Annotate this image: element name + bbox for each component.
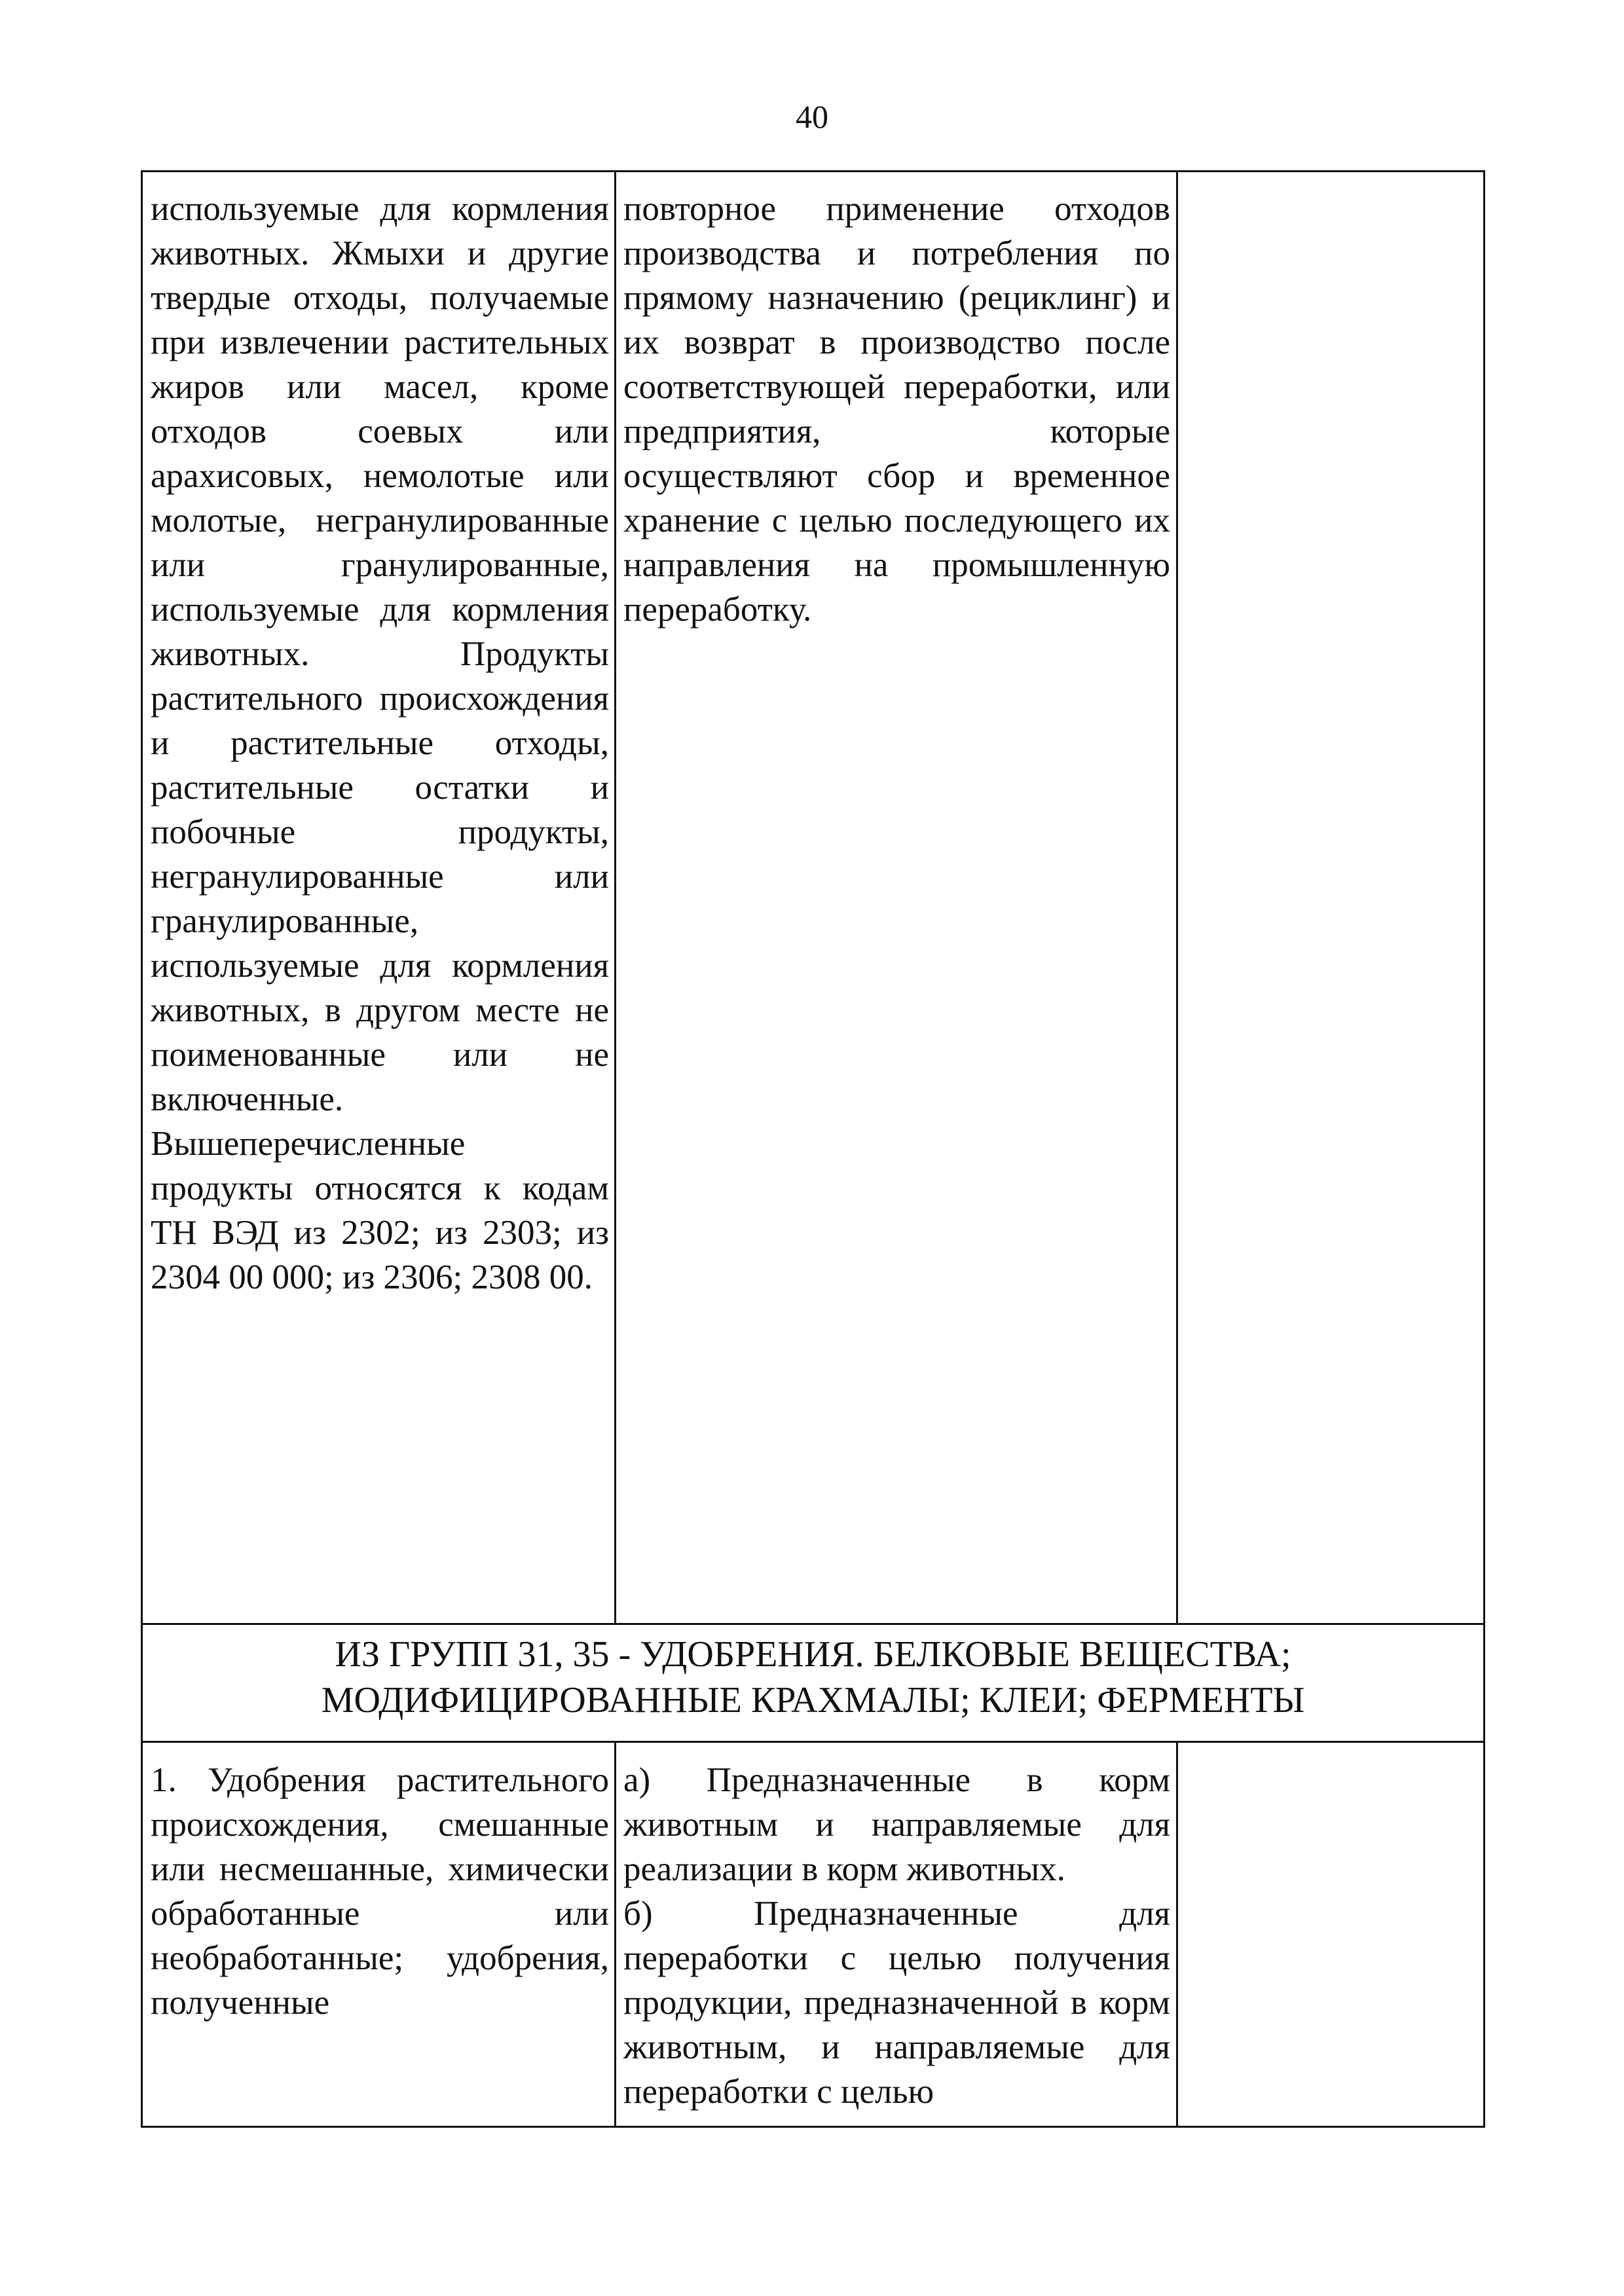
page-number: 40 [796,98,828,135]
column-divider-1-lower [614,1741,616,2128]
section-heading [143,1631,1483,1723]
section-bottom-border [141,1741,1485,1743]
purpose-item-b: б) Предназначенные для переработки с целью получения продукции, предназначенной в корм животным, и направляемые для переработки с целью [623,1895,1170,2111]
section-heading-line-2: МОДИФИЦИРОВАННЫЕ КРАХМАЛЫ; КЛЕИ; ФЕРМЕНТЫ [321,1680,1305,1721]
lower-row-purpose-list [623,1758,1170,2114]
section-top-border [141,1623,1485,1625]
column-divider-1-upper [614,170,616,1625]
section-heading-line-1: ИЗ ГРУПП 31, 35 - УДОБРЕНИЯ. БЕЛКОВЫЕ ВЕЩЕСТВА; [335,1634,1291,1675]
column-divider-2-upper [1176,170,1178,1625]
column-divider-2-lower [1176,1741,1178,2128]
upper-row-product-description: используемые для кормления животных. Жмыхи и другие твердые отходы, получаемые при извлечении растительных жиров или масел, кроме отходов соевых или арахисовых, немолотые или молотые, негранулированные или гранулированные, используемые для кормления животных. Продукты растительного происхождения и растительные отходы, растительные остатки и побочные продукты, негранулированные или гранулированные, используемые для кормления животных, в другом месте не поименованные или не включенные. Вышеперечисленные продукты относятся к кодам ТН ВЭД из 2302; из 2303; из 2304 00 000; из 2306; 2308 00. [151,190,609,1296]
purpose-item-a: а) Предназначенные в корм животным и направляемые для реализации в корм животных. [623,1761,1170,1888]
lower-row-product-description: 1. Удобрения растительного происхождения, смешанные или несмешанные, химически обработанные или необработанные; удобрения, полученные [151,1761,609,2022]
upper-row-purpose-description: повторное применение отходов производства и потребления по прямому назначению (рециклинг) и их возврат в производство после соответствующей переработки, или предприятия, которые осуществляют сбор и временное хранение с целью последующего их направления на промышленную переработку. [623,190,1170,629]
